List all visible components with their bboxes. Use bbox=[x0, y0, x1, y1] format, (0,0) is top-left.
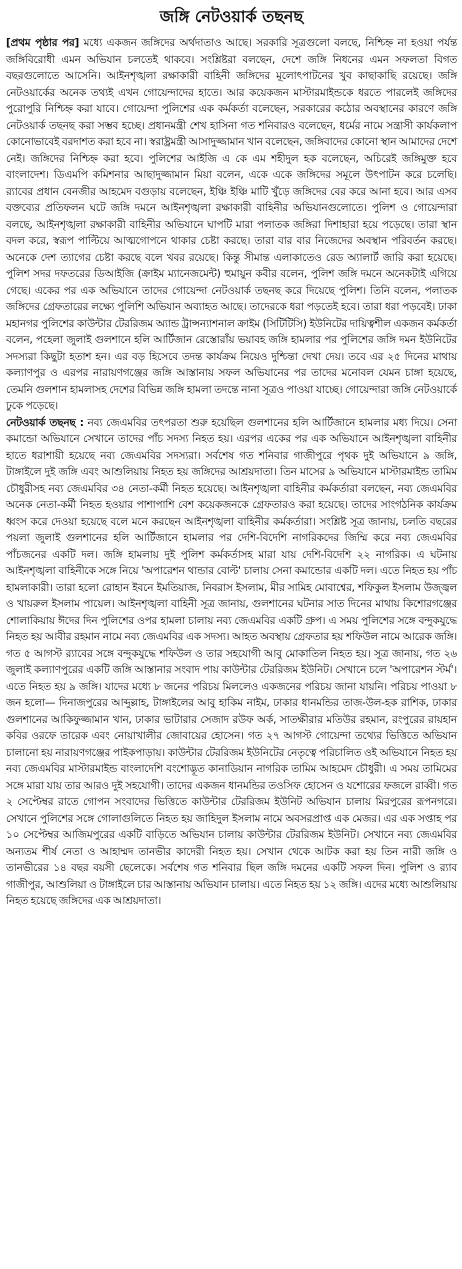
article-paragraph-1 bbox=[6, 35, 457, 415]
paragraph-1-body: মধ্যে একজন জঙ্গিদের অর্থদাতাও আছে। সরকারি সূত্রগুলো বলছে, নিশ্চিহ্ন না হওয়া পর্যন্ত জঙ্গিবিরোধী এমন অভিযান চলতেই থাকবে। সংশ্লিষ্টরা বলছেন, দেশে জঙ্গি নিধনের এমন সফলতা বিগত বছরগুলোতে আসেনি। আইনশৃঙ্খলা রক্ষাকারী বাহিনী জঙ্গিদের মূলোৎপাটনের খুব কাছাকাছি রয়েছে। জঙ্গি নেটওয়ার্কের অনেক তথ্যই এখন গোয়েন্দাদের হাতে। আর কয়েকজন মাস্টারমাইন্ডকে ধরতে পারলেই জঙ্গিদের পুরোপুরি নিশ্চিহ্ন করা যাবে। গোয়েন্দা পুলিশের এক কর্মকর্তা বলেছেন, সরকারের কঠোর অবস্থানের কারণে জঙ্গি নেটওয়ার্ক তছনছ করা সম্ভব হচ্ছে। প্রধানমন্ত্রী শেখ হাসিনা গত শনিবারও বলেছেন, ধর্মের নামে সন্ত্রাসী কার্যকলাপ কোনোভাবেই বরদাশত করা হবে না। স্বরাষ্ট্রমন্ত্রী আসাদুজ্জামান খান বলেছেন, জঙ্গিবাদের কোনো স্থান আমাদের দেশে নেই। জঙ্গিদের নিশ্চিহ্ন করা হবে। পুলিশের আইজি এ কে এম শহীদুল হক বলেছেন, অচিরেই জঙ্গিমুক্ত হবে বাংলাদেশ। ডিএমপি কমিশনার আছাদুজ্জামান মিয়া বলেন, একে একে জঙ্গিদের সমূলে উৎপাটন করে চলেছি। র‍্যাবের প্রধান বেনজীর আহমেদ বগুড়ায় বলেছেন, ইঞ্চি ইঞ্চি মাটি খুঁড়ে জঙ্গিদের বের করে আনা হবে। আর এসব বক্তব্যের প্রতিফলন ঘটে জঙ্গি দমনে আইনশৃঙ্খলা রক্ষাকারী বাহিনীর অভিযানগুলোতে। পুলিশ ও গোয়েন্দারা বলছে, আইনশৃঙ্খলা রক্ষাকারী বাহিনীর অভিযানে ঘাপটি মারা পলাতক জঙ্গিরা দিশাহারা হয়ে পড়েছে। তারা স্থান বদল করে, স্বরূপ পাল্টিয়ে আত্মগোপনে থাকার চেষ্টা করছে। তারা বার বার নিজেদের অবস্থান পরিবর্তন করছে। অনেকে দেশ ত্যাগের চেষ্টা করছে বলে খবর রয়েছে। কিন্তু সীমান্ত এলাকাতেও রেড অ্যালার্ট জারি করা হয়েছে। পুলিশ সদর দফতরের ডিআইজি (ক্রাইম ম্যানেজমেন্ট) হুমায়ুন কবীর বলেন, পুলিশ জঙ্গি দমনে অনেকটাই এগিয়ে গেছে। একের পর এক অভিযানে তাদের গোয়েন্দা নেটওয়ার্ক তছনছ করে দিয়েছে পুলিশ। তিনি বলেন, পলাতক জঙ্গিদের গ্রেফতারের লক্ষ্যে পুলিশি অভিযান অব্যাহত আছে। তাদেরকে ধরা পড়তেই হবে। তারা ধরা পড়বেই। ঢাকা মহানগর পুলিশের কাউন্টার টেররিজম অ্যান্ড ট্রান্সন্যাশনাল ক্রাইম (সিটিটিসি) ইউনিটের দায়িত্বশীল একজন কর্মকর্তা বলেন, পহেলা জুলাই গুলশানে হলি আর্টিজান রেস্তোরাঁয় ভয়াবহ জঙ্গি হামলার পর পুলিশের জঙ্গি দমন ইউনিটের সদস্যরা কিছুটা হতাশ হন। এর বড় হিসেবে তদন্ত কার্যক্রম নিয়েও দুশ্চিন্তা দেখা দেয়। তবে এর ২৫ দিনের মাথায় কল্যাণপুর ও এরপর নারায়ণগঞ্জের জঙ্গি আস্তানায় সফল অভিযানের পর তাদের মনোবল যেমন চাঙ্গা হয়েছে, তেমনি গুলশান হামলাসহ দেশের বিভিন্ন জঙ্গি হামলা তদন্তে নানা সূত্রও পাওয়া যাচ্ছে। গোয়েন্দারা জঙ্গি নেটওয়ার্কে ঢুকে পড়েছে। bbox=[6, 37, 458, 412]
paragraph-2-subhead: নেটওয়ার্ক তছনছ : bbox=[6, 416, 84, 429]
article-paragraph-2 bbox=[6, 415, 457, 910]
article-headline: জঙ্গি নেটওয়ার্ক তছনছ bbox=[159, 7, 304, 26]
paragraph-1-lead: [প্রথম পৃষ্ঠার পর] bbox=[6, 37, 80, 49]
paragraph-2-body: নব্য জেএমবির তৎপরতা শুরু হয়েছিল গুলশানের হলি আর্টিজানে হামলার মধ্য দিয়ে। সেনা কমান্ডো অভিযানে সেখানে তাদের পাঁচ সদস্য নিহত হয়। এরপর একের পর এক অভিযানে আইনশৃঙ্খলা বাহিনীর হাতে ধরাশায়ী হয়েছে নব্য জেএমবির সদস্যরা। সর্বশেষ গত শনিবার গাজীপুরে পৃথক দুই অভিযানে ৯ জঙ্গি, টাঙ্গাইলে দুই জঙ্গি এবং আশুলিয়ায় নিহত হয় জঙ্গিদের আশ্রয়দাতা। তিন মাসের ৯ অভিযানে মাস্টারমাইন্ড তামিম চৌধুরীসহ নব্য জেএমবির ৩৪ নেতা-কর্মী নিহত হয়েছে। আইনশৃঙ্খলা বাহিনীর কর্মকর্তারা বলছেন, নব্য জেএমবির অনেক নেতা-কর্মী নিহত হওয়ার পাশাপাশি বেশ কয়েকজনকে গ্রেফতারও করা হয়েছে। তাদের সাংগঠনিক কার্যক্রম ধ্বংস করে দেওয়া হয়েছে বলে মনে করছেন আইনশৃঙ্খলা বাহিনীর কর্মকর্তারা। সংশ্লিষ্ট সূত্র জানায়, চলতি বছরের পয়লা জুলাই গুলশানের হলি আর্টিজানে হামলার পর দেশি-বিদেশি নাগরিকদের জিম্মি করে নব্য জেএমবির পাঁচজনের একটি দল। জঙ্গি হামলায় দুই পুলিশ কর্মকর্তাসহ মারা যায় দেশি-বিদেশি ২২ নাগরিক। এ ঘটনায় আইনশৃঙ্খলা বাহিনীকে সঙ্গে নিয়ে 'অপারেশন থান্ডার বোল্ট' চালায় সেনা কমান্ডোর একটি দল। এতে নিহত হয় পাঁচ হামলাকারী। তারা হলো রোহান ইবনে ইমতিয়াজ, নিবরাস ইসলাম, মীর সামিহ মোবাশ্বের, শফিকুল ইসলাম উজ্জ্বল ও খায়রুল ইসলাম পায়েল। আইনশৃঙ্খলা বাহিনী সূত্র জানায়, গুলশানের ঘটনার সাত দিনের মাথায় কিশোরগঞ্জের শোলাকিয়ায় ঈদের দিন পুলিশের ওপর হামলা চালায় নব্য জেএমবির একটি গ্রুপ। এ সময় পুলিশের সঙ্গে বন্দুকযুদ্ধে নিহত হয় আবীর রহমান নামে নব্য জেএমবির এক সদস্য। আহত অবস্থায় গ্রেফতার হয় শফিউল নামে আরেক জঙ্গি। গত ৫ আগস্ট র‍্যাবের সঙ্গে বন্দুকযুদ্ধে শফিউল ও তার সহযোগী আবু মোকাতিল নিহত হয়। সূত্র জানায়, গত ২৬ জুলাই কল্যাণপুরের একটি জঙ্গি আস্তানার সংবাদ পায় কাউন্টার টেররিজম ইউনিট। সেখানে চলে 'অপারেশন স্টর্ম'। এতে নিহত হয় ৯ জঙ্গি। যাদের মধ্যে ৮ জনের পরিচয় মিললেও একজনের পরিচয় জানা যায়নি। পরিচয় পাওয়া ৮ জন হলো— দিনাজপুরের আব্দুল্লাহ, টাঙ্গাইলের আবু হাকিম নাইম, ঢাকার ধানমন্ডির তাজ-উল-হক রাশিক, ঢাকার গুলশানের আকিফুজ্জামান খান, ঢাকার ভাটারার সেজাদ রউফ অর্ক, সাতক্ষীরার মতিউর রহমান, রংপুরের রায়হান কবির ওরফে তারেক এবং নোয়াখালীর জোবায়ের হোসেন। গত ২৭ আগস্ট গোয়েন্দা তথ্যের ভিত্তিতে অভিযান চালানো হয় নারায়ণগঞ্জের পাইকপাড়ায়। কাউন্টার টেররিজম ইউনিটের নেতৃত্বে পরিচালিত ওই অভিযানে নিহত হয় নব্য জেএমবির মাস্টারমাইন্ড বাংলাদেশি বংশোদ্ভূত কানাডিয়ান নাগরিক তামিম আহমেদ চৌধুরী। এ সময় তামিমের সঙ্গে মারা যায় তার আরও দুই সহযোগী। তাদের একজন ধানমন্ডির তওসিফ হোসেন ও যশোরের ফজলে রাব্বী। গত ২ সেপ্টেম্বর রাতে গোপন সংবাদের ভিত্তিতে কাউন্টার টেররিজম ইউনিট অভিযান চালায় মিরপুরের রূপনগরে। সেখানে পুলিশের সঙ্গে গোলাগুলিতে নিহত হয় জাহিদুল ইসলাম নামে অবসরপ্রাপ্ত এক মেজর। এর এক সপ্তাহ পর ১০ সেপ্টেম্বর আজিমপুরের একটি বাড়িতে অভিযান চালায় কাউন্টার টেররিজম ইউনিট। সেখানে নব্য জেএমবির অন্যতম শীর্ষ নেতা ও আহাম্মদ তানভীর কাদেরী নিহত হয়। সেখান থেকে আটক করা হয় তিন নারী জঙ্গি ও তানভীরের ১৪ বছর বয়সী ছেলেকে। সর্বশেষ গত শনিবার ছিল জঙ্গি দমনের একটি সফল দিন। পুলিশ ও র‍্যাব গাজীপুর, আশুলিয়া ও টাঙ্গাইলে চার আস্তানায় অভিযান চালায়। এতে নিহত হয় ১২ জঙ্গি। এদের মধ্যে আশুলিয়ায় নিহত হয়েছে জঙ্গিদের এক আশ্রয়দাতা। bbox=[6, 416, 458, 907]
